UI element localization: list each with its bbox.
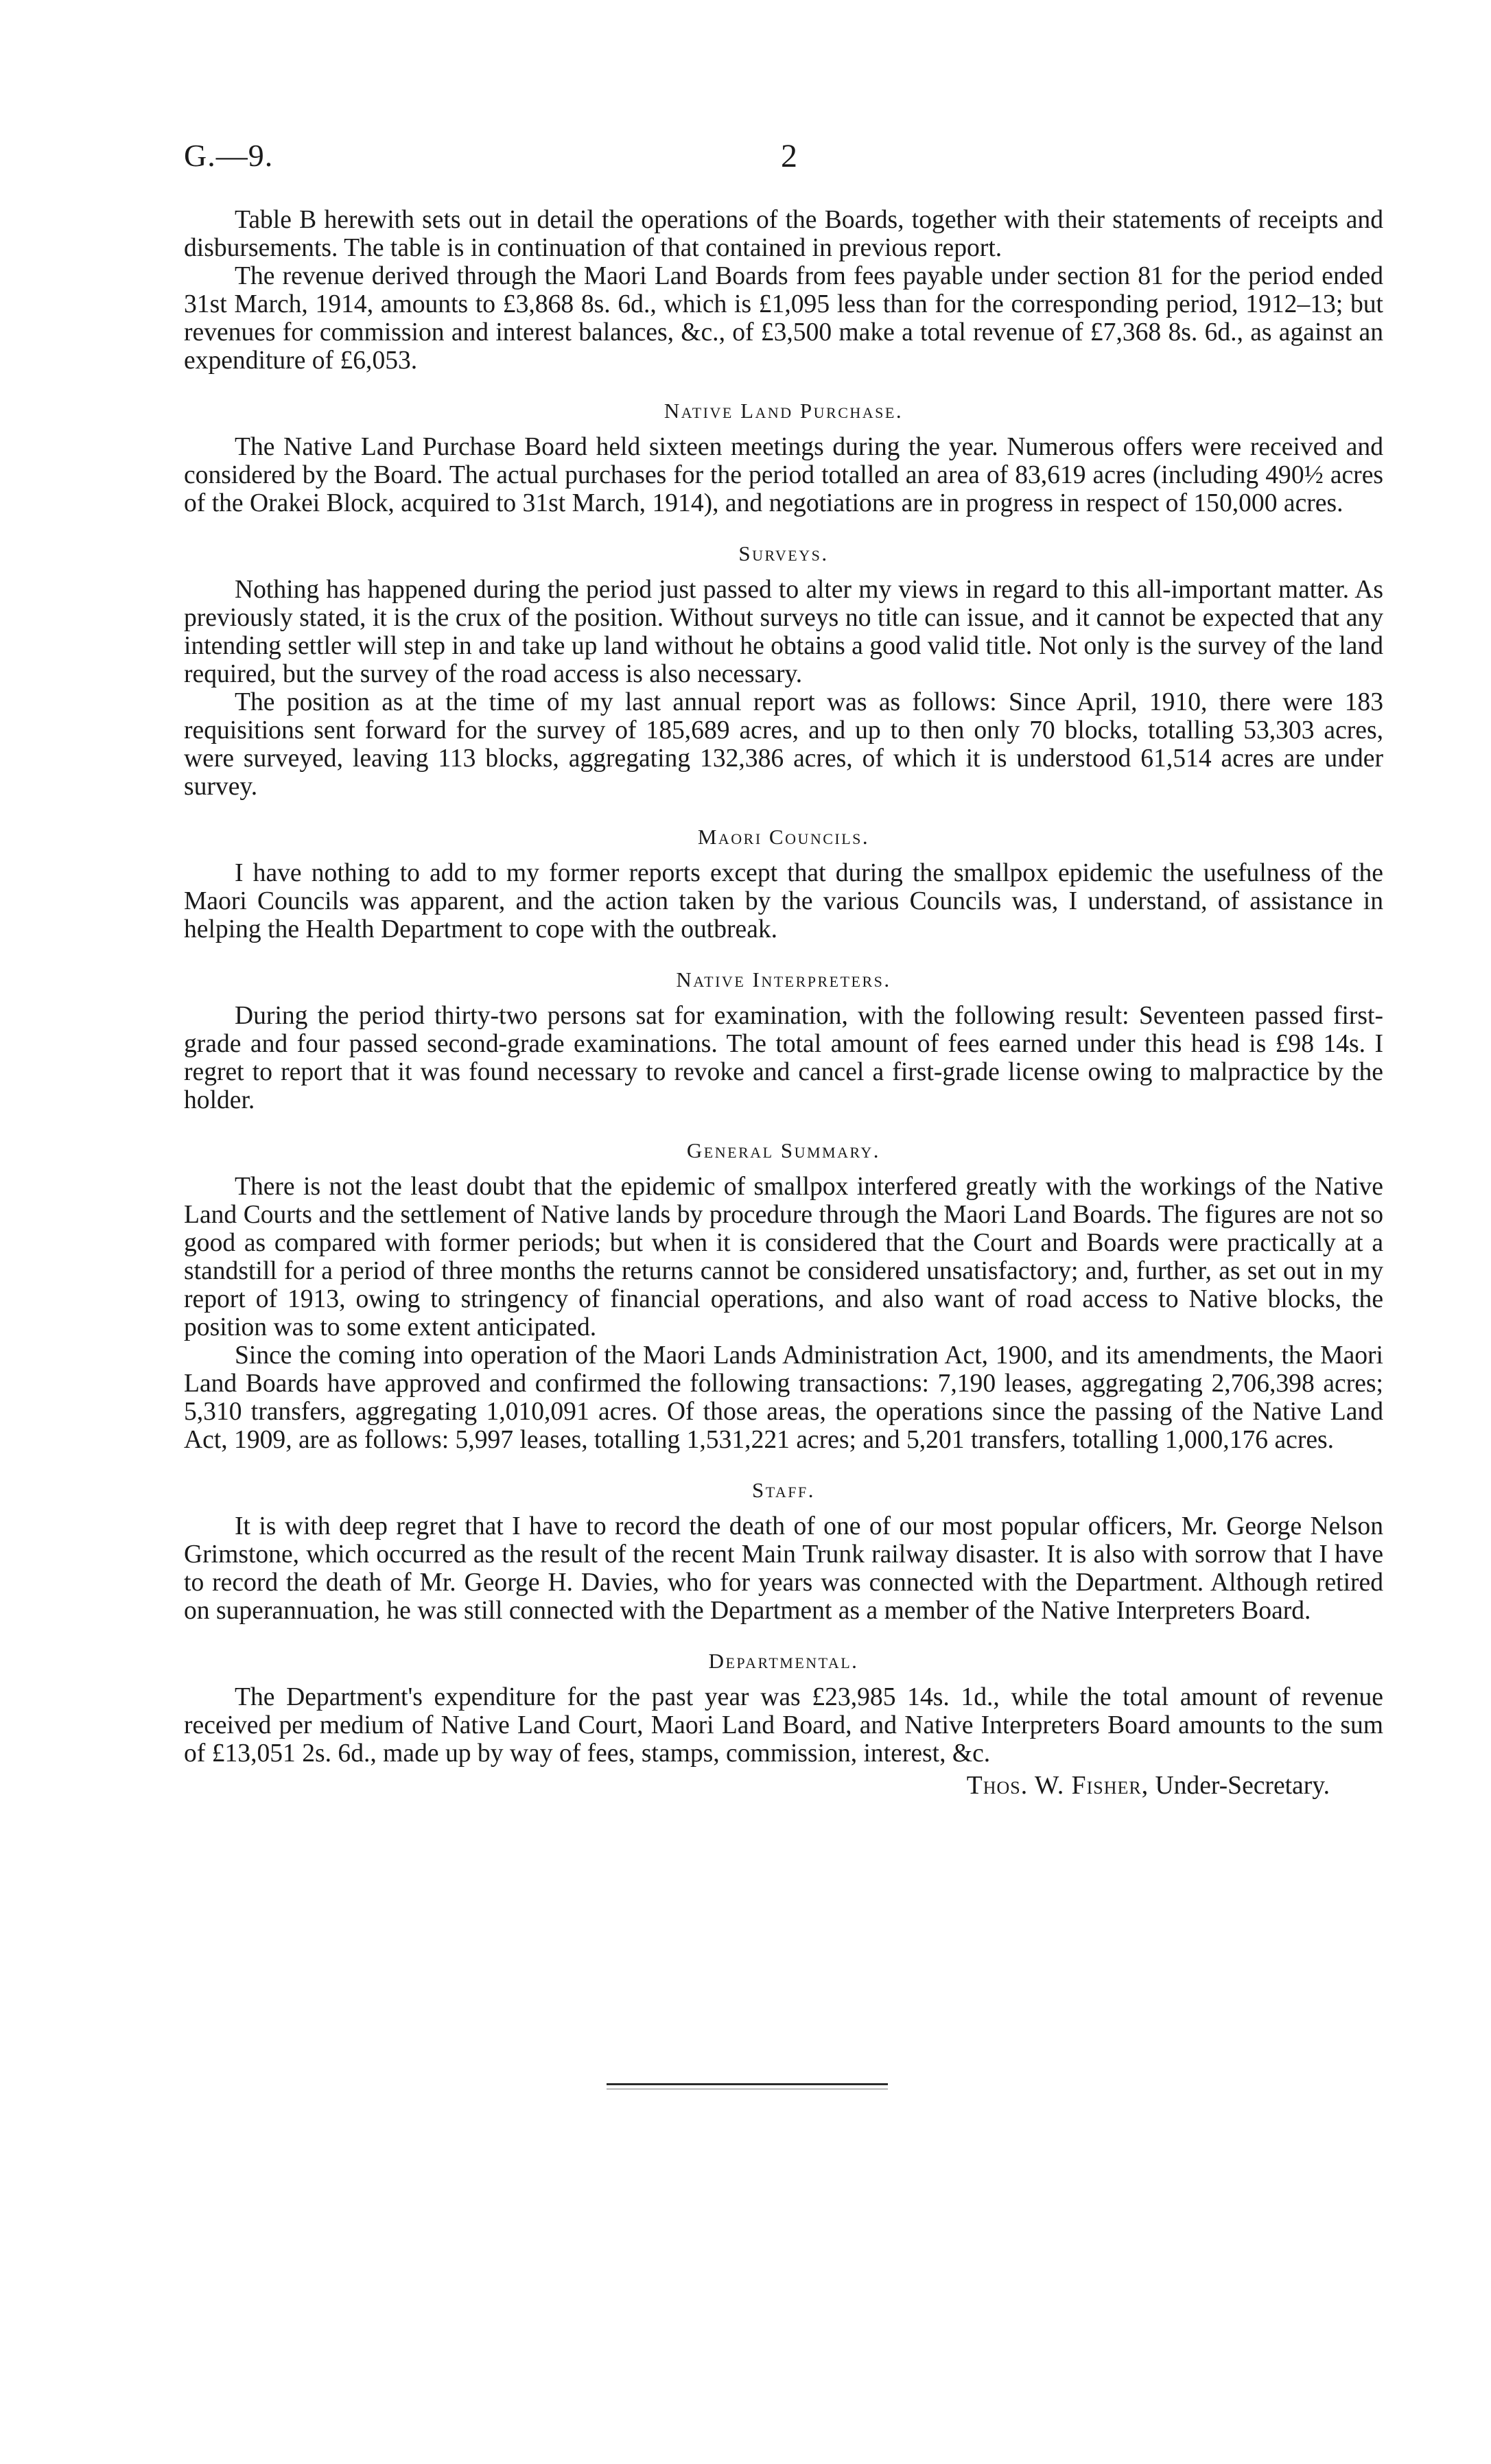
surveys-section xyxy=(184,540,1383,801)
section-paragraph: Since the coming into operation of the Maori Lands Administration Act, 1900, and its amendments, the Maori Land Boards have approved and confirmed the following transactions: 7,190 leases, aggregating 2,706,398 acres; 5,310 transfers, aggregating 1,010,091 acres. Of those areas, the operations since the passing of the Native Land Act, 1909, are as follows: 5,997 leases, totalling 1,531,221 acres; and 5,201 transfers, totalling 1,000,176 acres. xyxy=(184,1341,1383,1454)
intro-paragraph: Table B herewith sets out in detail the operations of the Boards, together with their statements of receipts and disbursements. The table is in continuation of that contained in previous report. xyxy=(184,206,1383,262)
section-paragraph: The Department's expenditure for the past year was £23,985 14s. 1d., while the total amount of revenue received per medium of Native Land Court, Maori Land Board, and Native Interpreters Board amounts to the sum of £13,051 2s. 6d., made up by way of fees, stamps, commission, interest, &c. xyxy=(184,1683,1383,1768)
section-heading: Maori Councils. xyxy=(697,825,870,849)
section-paragraph: The position as at the time of my last annual report was as follows: Since April, 1910, there were 183 requisitions sent forward for the survey of 185,689 acres, and up to then only 70 blocks, totalling 53,303 acres, were surveyed, leaving 113 blocks, aggregating 132,386 acres, of which it is understood 61,514 acres are under survey. xyxy=(184,688,1383,801)
signatory-title: Under-Secretary. xyxy=(1155,1772,1330,1800)
page-number: 2 xyxy=(781,138,797,174)
intro-paragraph: The revenue derived through the Maori Land Boards from fees payable under section 81 for the period ended 31st March, 1914, amounts to £3,868 8s. 6d., which is £1,095 less than for the corresponding period, 1912–13; but revenues for commission and interest balances, &c., of £3,500 make a total revenue of £7,368 8s. 6d., as against an expenditure of £6,053. xyxy=(184,262,1383,375)
signatory-name: Thos. W. Fisher, xyxy=(966,1772,1149,1800)
departmental-section xyxy=(184,1647,1383,1768)
native-land-purchase-section xyxy=(184,397,1383,517)
intro-section xyxy=(184,206,1383,375)
section-paragraph: It is with deep regret that I have to record the death of one of our most popular officers, Mr. George Nelson Grimstone, which occurred as the result of the recent Main Trunk railway disaster. It is also with sorrow that I have to record the death of Mr. George H. Davies, who for years was connected with the Department. Although retired on superannuation, he was still connected with the Department as a member of the Native Interpreters Board. xyxy=(184,1512,1383,1625)
maori-councils-section xyxy=(184,823,1383,943)
section-paragraph: The Native Land Purchase Board held sixteen meetings during the year. Numerous offers were received and considered by the Board. The actual purchases for the period totalled an area of 83,619 acres (including 490½ acres of the Orakei Block, acquired to 31st March, 1914), and negotiations are in progress in respect of 150,000 acres. xyxy=(184,433,1383,517)
section-heading: Native Interpreters. xyxy=(676,967,891,992)
section-heading: Departmental. xyxy=(708,1649,859,1673)
native-interpreters-section xyxy=(184,966,1383,1114)
document-reference: G.—9. xyxy=(184,138,274,173)
section-paragraph: During the period thirty-two persons sat for examination, with the following result: Seventeen passed first-grade and four passed second-grade examinations. The total amount of fees earned under this head is £98 14s. I regret to report that it was found necessary to revoke and cancel a first-grade license owing to malpractice by the holder. xyxy=(184,1002,1383,1114)
report-body xyxy=(184,206,1383,1800)
page-header xyxy=(184,137,1385,185)
section-heading: Surveys. xyxy=(738,541,829,565)
section-heading: Native Land Purchase. xyxy=(664,399,904,423)
section-paragraph: Nothing has happened during the period just passed to alter my views in regard to this all-important matter. As previously stated, it is the crux of the position. Without surveys no title can issue, and it cannot be expected that any intending settler will step in and take up land without he obtains a good valid title. Not only is the survey of the land required, but the survey of the road access is also necessary. xyxy=(184,576,1383,688)
section-heading: Staff. xyxy=(751,1478,816,1502)
signature-block xyxy=(184,1772,1383,1800)
section-paragraph: There is not the least doubt that the epidemic of smallpox interfered greatly with the workings of the Native Land Courts and the settlement of Native lands by procedure through the Maori Land Boards. The figures are not so good as compared with former periods; but when it is considered that the Court and Boards were practically at a standstill for a period of three months the returns cannot be considered unsatisfactory; and, further, as set out in my report of 1913, owing to stringency of financial operations, and also want of road access to Native blocks, the position was to some extent anticipated. xyxy=(184,1173,1383,1341)
section-paragraph: I have nothing to add to my former reports except that during the smallpox epidemic the usefulness of the Maori Councils was apparent, and the action taken by the various Councils was, I understand, of assistance in helping the Health Department to cope with the outbreak. xyxy=(184,859,1383,943)
section-heading: General Summary. xyxy=(686,1138,881,1162)
closing-rule-divider xyxy=(607,2083,888,2085)
general-summary-section xyxy=(184,1137,1383,1454)
staff-section xyxy=(184,1477,1383,1625)
